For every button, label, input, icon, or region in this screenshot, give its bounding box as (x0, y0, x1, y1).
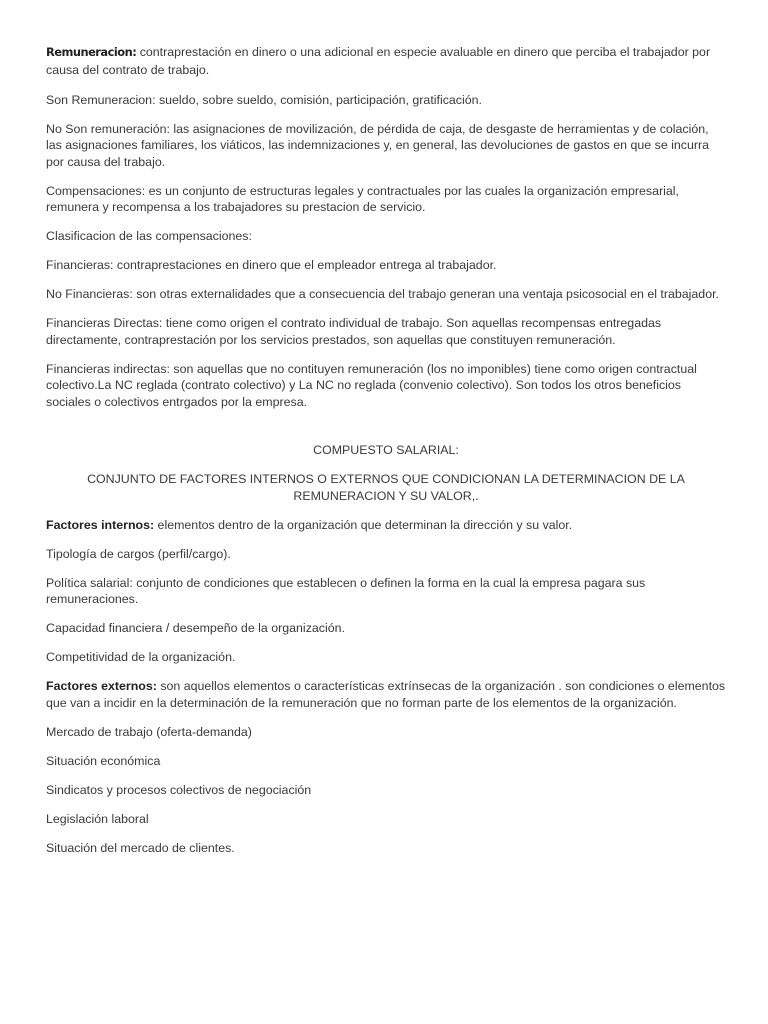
compensaciones-paragraph: Compensaciones: es un conjunto de estructuras legales y contractuales por las cuales la organización empresarial, remunera y recompensa a los trabajadores su prestacion de servicio. (46, 183, 679, 214)
section-title: COMPUESTO SALARIAL: (313, 443, 459, 457)
list-item-politica-salarial: Política salarial: conjunto de condiciones que establecen o definen la forma en la cual la empresa pagara sus remuneraciones. (46, 575, 646, 606)
term-remuneracion: Remuneracion: (46, 45, 137, 59)
list-item-competitividad: Competitividad de la organización. (46, 650, 236, 664)
list-item-legislacion-laboral: Legislación laboral (46, 811, 149, 826)
factores-externos-text: son aquellos elementos o características extrínsecas de la organización . son condiciones o elementos que van a incidir en la determinación de la remuneración que no forman parte de los elementos de la organización. (46, 679, 726, 710)
clasificacion-paragraph: Clasificacion de las compensaciones: (46, 229, 252, 243)
son-remuneracion-paragraph: Son Remuneracion: sueldo, sobre sueldo, comisión, participación, gratificación. (46, 92, 482, 107)
term-factores-externos: Factores externos: (46, 679, 157, 693)
list-item-mercado-clientes: Situación del mercado de clientes. (46, 840, 235, 855)
list-item-sindicatos: Sindicatos y procesos colectivos de negociación (46, 782, 312, 797)
no-financieras-paragraph: No Financieras: son otras externalidades que a consecuencia del trabajo generan una ventaja psicosocial en el trabajador. (46, 287, 719, 301)
list-item-capacidad-financiera: Capacidad financiera / desempeño de la organización. (46, 621, 345, 635)
document-page (46, 43, 726, 869)
definition-remuneracion-text: contraprestación en dinero o una adicional en especie avaluable en dinero que perciba el trabajador por causa del contrato de trabajo. (46, 45, 711, 77)
factores-internos-paragraph (46, 517, 726, 534)
list-item-mercado-trabajo: Mercado de trabajo (oferta-demanda) (46, 724, 252, 739)
list-item-situacion-economica: Situación económica (46, 753, 161, 768)
list-item-tipologia: Tipología de cargos (perfil/cargo). (46, 546, 231, 561)
factores-internos-text: elementos dentro de la organización que determinan la dirección y su valor. (154, 517, 573, 532)
factores-externos-paragraph (46, 678, 726, 711)
financieras-directas-paragraph: Financieras Directas: tiene como origen el contrato individual de trabajo. Son aquellas recompensas entregadas directamente, contraprestación por los servicios prestados, son aquellas que constituyen remuneración. (46, 316, 662, 347)
no-son-remuneracion-paragraph: No Son remuneración: las asignaciones de movilización, de pérdida de caja, de desgaste de herramientas y de colación, las asignaciones familiares, los viáticos, las indemnizaciones y, en general, las devoluciones de gastos en que se incurra por causa del trabajo. (46, 121, 710, 169)
section-subtitle: CONJUNTO DE FACTORES INTERNOS O EXTERNOS QUE CONDICIONAN LA DETERMINACION DE LA REMUNERACION Y SU VALOR,. (87, 472, 685, 503)
term-factores-internos: Factores internos: (46, 517, 155, 532)
financieras-indirectas-paragraph: Financieras indirectas: son aquellas que no contituyen remuneración (los no imponibles) tiene como origen contractual colectivo.La NC reglada (contrato colectivo) y La NC no reglada (convenio colectivo). Son todos los otros beneficios sociales o colectivos entrgados por la empresa. (46, 361, 697, 409)
definition-remuneracion (46, 43, 726, 79)
financieras-paragraph: Financieras: contraprestaciones en dinero que el empleador entrega al trabajador. (46, 258, 497, 272)
